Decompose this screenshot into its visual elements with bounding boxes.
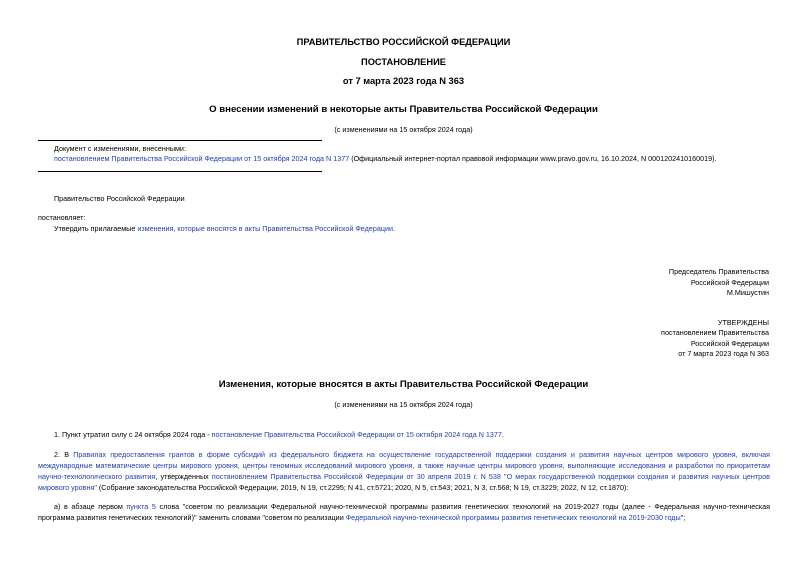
resolves-label: постановляет: [38, 213, 86, 222]
paragraph-1 [54, 430, 504, 439]
paragraph-2-end: (Собрание законодательства Российской Федерации, 2019, N 19, ст.2295; N 41, ст.5721; 2020, N 5, ст.543; 2021, N 3, ст.568; N 19, ст.3229; 2022, N 12, ст.1870): [96, 483, 629, 492]
subparagraph-a [38, 501, 770, 523]
paragraph-1-text: 1. Пункт утратил силу с 24 октября 2024 года - [54, 430, 212, 439]
resolution-538-link[interactable]: постановлением Правительства Российской Федерации от 30 апреля 2019 г. N 538 "О мерах государственной поддержки создания и развития научных центров мирового уровня" [38, 472, 770, 492]
approved-line-3: от 7 марта 2023 года N 363 [678, 349, 769, 358]
clause-5-link[interactable]: пункта 5 [126, 502, 156, 511]
subparagraph-a-end: "; [680, 513, 686, 522]
annex-revision-note: (с изменениями на 15 октября 2024 года) [334, 400, 473, 409]
approved-line-2: Российской Федерации [690, 339, 769, 348]
changes-intro: Документ с изменениями, внесенными: [54, 144, 186, 153]
paragraph-2 [38, 449, 770, 493]
amendment-link[interactable]: постановлением Правительства Российской Федерации от 15 октября 2024 года N 1377 [54, 154, 350, 163]
approved-label: УТВЕРЖДЕНЫ [717, 318, 769, 327]
subparagraph-a-start: а) в абзаце первом [54, 502, 127, 511]
repeal-link[interactable]: постановление Правительства Российской Федерации от 15 октября 2024 года N 1377 [211, 430, 502, 439]
paragraph-2-mid: , утвержденных [155, 472, 212, 481]
approve-line [54, 224, 395, 233]
revision-note: (с изменениями на 15 октября 2024 года) [334, 125, 473, 134]
government-heading: ПРАВИТЕЛЬСТВО РОССИЙСКОЙ ФЕДЕРАЦИИ [296, 37, 511, 47]
government-name: Правительство Российской Федерации [54, 194, 185, 203]
changes-source: (Официальный интернет-портал правовой информации www.pravo.gov.ru, 16.10.2024, N 0001202410160019). [349, 154, 717, 163]
paragraph-1-end: . [501, 430, 504, 439]
genetic-program-link[interactable]: Федеральной научно-технической программы развития генетических технологий на 2019-2030 годы [345, 513, 681, 522]
divider-bottom [38, 171, 322, 172]
signature-name: М.Мишустин [726, 288, 769, 297]
approve-prefix: Утвердить прилагаемые [54, 224, 138, 233]
approved-line-1: постановлением Правительства [661, 328, 769, 337]
document-title: О внесении изменений в некоторые акты Правительства Российской Федерации [209, 104, 598, 115]
subparagraph-a-mid: слова "советом по реализации Федеральной научно-технической программы развития генетических технологий на 2019-2027 годы (далее - Федеральная научно-техническая программа развития генетических технологий)" заменить словами "советом по реализации [38, 502, 771, 522]
changes-line [54, 154, 717, 163]
signature-position-2: Российской Федерации [690, 278, 769, 287]
annex-title: Изменения, которые вносятся в акты Правительства Российской Федерации [218, 379, 589, 390]
changes-annex-link[interactable]: изменения, которые вносятся в акты Правительства Российской Федерации [137, 224, 393, 233]
divider-top [38, 140, 322, 141]
grant-rules-link[interactable]: Правилах предоставления грантов в форме субсидий из федерального бюджета на осуществление государственной поддержки создания и развития научных центров мирового уровня, включая международные математические центры мирового уровня, центры геномных исследований мирового уровня, а также научные центры мирового уровня, выполняющие исследования и разработки по приоритетам научно-технологического развития [38, 450, 770, 481]
approve-suffix: . [392, 224, 395, 233]
paragraph-2-start: 2. В [54, 450, 74, 459]
document-type: ПОСТАНОВЛЕНИЕ [361, 57, 446, 67]
document-date: от 7 марта 2023 года N 363 [342, 76, 465, 86]
signature-position-1: Председатель Правительства [668, 267, 769, 276]
